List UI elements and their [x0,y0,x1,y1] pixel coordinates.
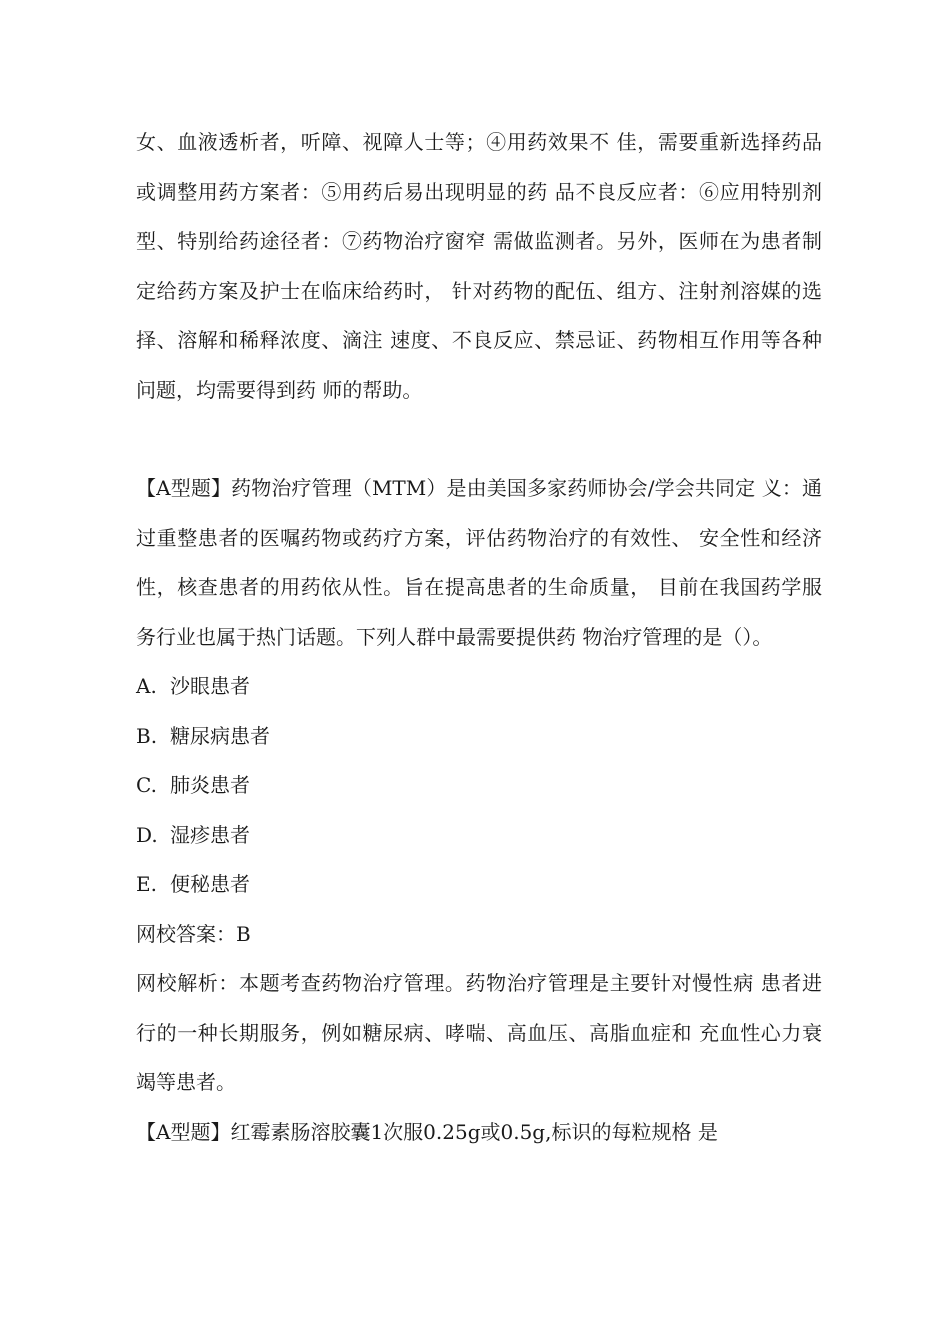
option-e-letter: E. [136,872,157,896]
option-d-text: 湿疹患者 [170,822,250,847]
intro-paragraph: 女、血液透析者，听障、视障人士等；④用药效果不 佳，需要重新选择药品或调整用药方案者：⑤用药后易出现明显的药 品不良反应者：⑥应用特别剂型、特别给药途径者：⑦药物治疗窗窄 需做监测者。另外，医师在为患者制定给药方案及护士在临床给药时， 针对药物的配伍、组方、注射剂溶媒的选择、溶解和稀释浓度、滴注 速度、不良反应、禁忌证、药物相互作用等各种问题，均需要得到药 师的帮助。 [136,130,822,402]
question-1-stem: 【A型题】药物治疗管理（MTM）是由美国多家药师协会/学会共同定 义：通过重整患者的医嘱药物或药疗方案，评估药物治疗的有效性、 安全性和经济性，核查患者的用药依从性。旨在提高患者的生命质量， 目前在我国药学服务行业也属于热门话题。下列人群中最需要提供药 物治疗管理的是（）。 [136,476,822,649]
option-d [136,811,822,861]
question-1-answer: 网校答案：B [136,921,251,946]
option-a-text: 沙眼患者 [170,674,250,698]
option-b-text: 糖尿病患者 [170,723,270,748]
option-a [136,662,822,712]
option-e [136,860,822,910]
option-b [136,712,822,762]
paragraph-spacer [136,415,822,464]
question-2 [136,1108,822,1158]
option-c [136,761,822,811]
option-e-text: 便秘患者 [170,872,250,896]
question-1 [136,464,822,1108]
option-a-letter: A. [136,674,157,698]
option-d-letter: D. [136,822,158,847]
option-c-text: 肺炎患者 [170,773,250,797]
option-b-letter: B. [136,723,158,748]
option-c-letter: C. [136,773,157,797]
document-page [136,118,822,1157]
question-1-analysis: 网校解析：本题考查药物治疗管理。药物治疗管理是主要针对慢性病 患者进行的一种长期服务，例如糖尿病、哮喘、高血压、高脂血症和 充血性心力衰竭等患者。 [136,971,822,1094]
question-2-stem: 【A型题】红霉素肠溶胶囊1次服0.25g或0.5g,标识的每粒规格 是 [136,1119,718,1144]
